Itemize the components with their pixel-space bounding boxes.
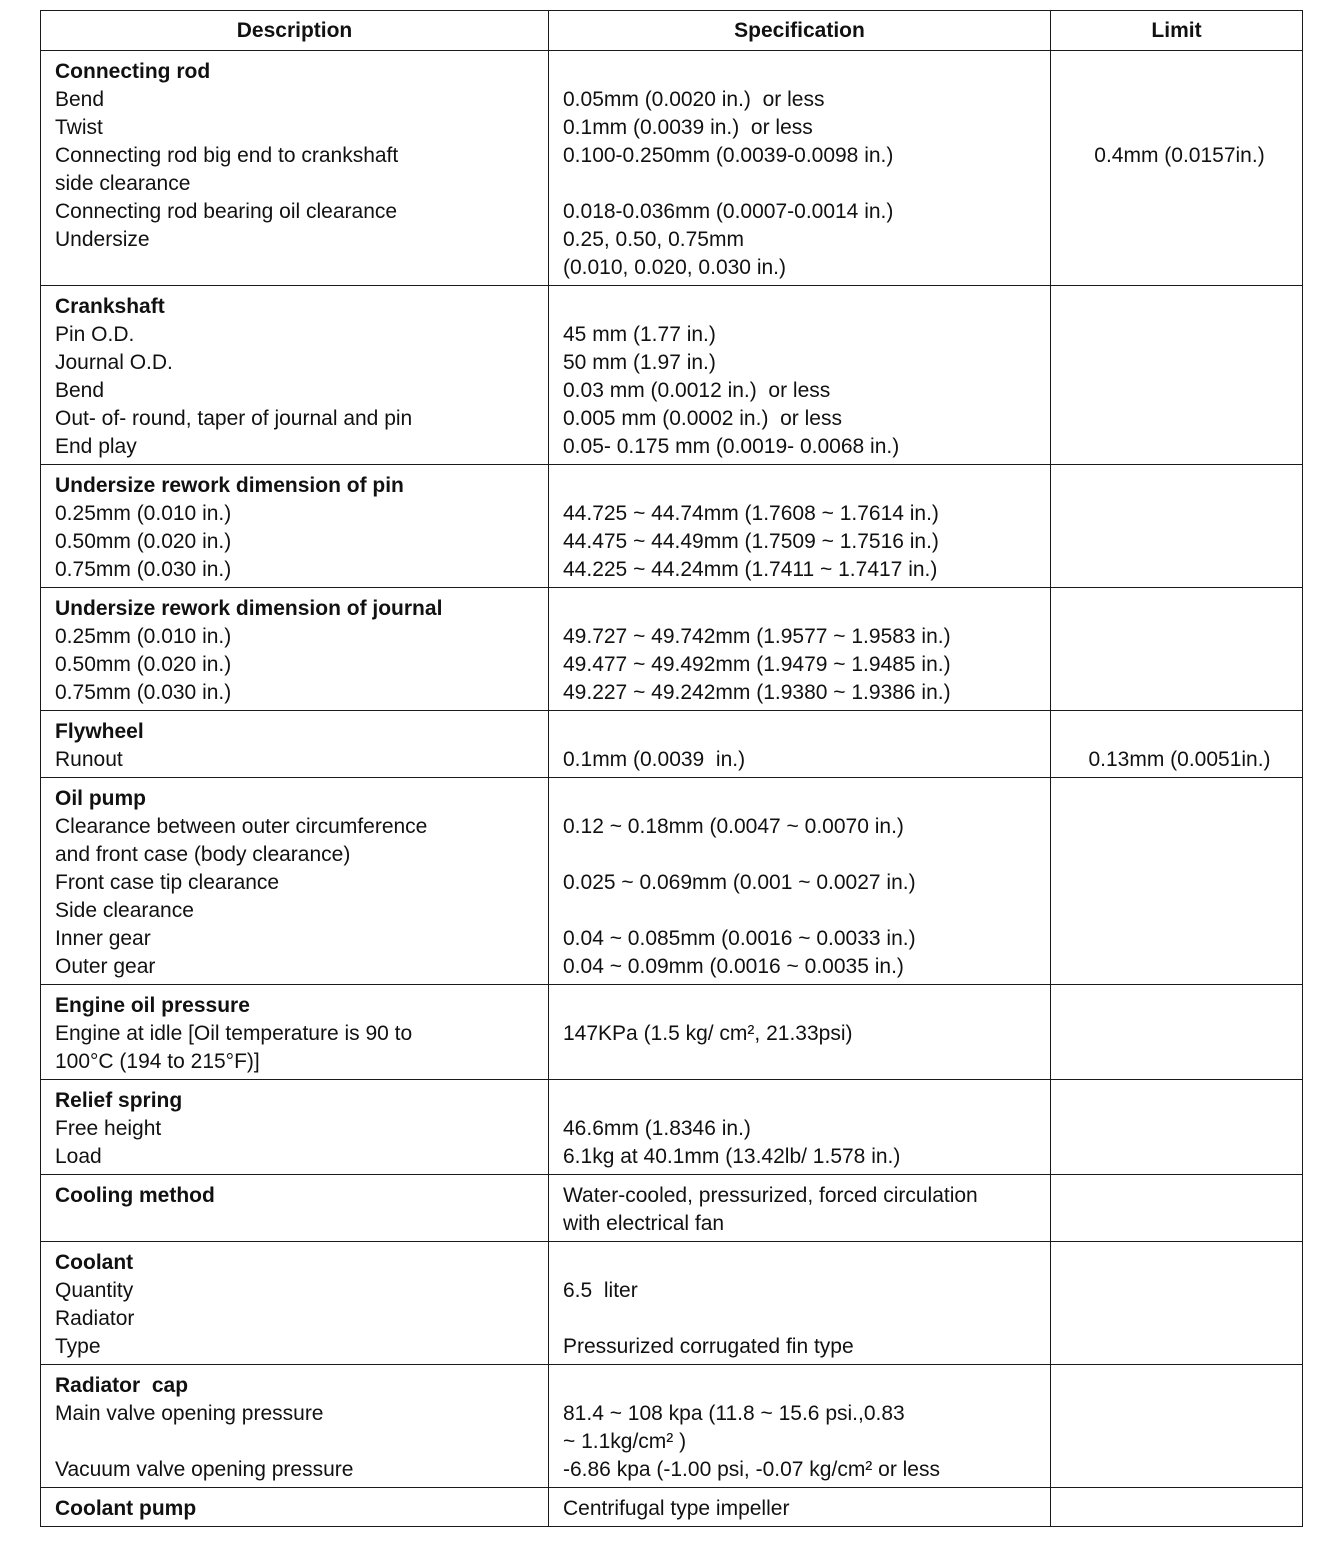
desc-line xyxy=(55,1210,540,1238)
limit-cell xyxy=(1051,1175,1303,1242)
desc-line xyxy=(55,254,540,282)
spec-line: Pressurized corrugated fin type xyxy=(563,1335,854,1358)
spec-line: 0.005 mm (0.0002 in.) or less xyxy=(563,407,842,430)
desc-line: Front case tip clearance xyxy=(55,871,280,894)
spec-line xyxy=(563,1048,1042,1076)
desc-line: Bend xyxy=(55,88,105,111)
spec-table xyxy=(40,10,1303,1527)
header-specification: Specification xyxy=(549,11,1051,51)
spec-line: 0.04 ~ 0.085mm (0.0016 ~ 0.0033 in.) xyxy=(563,927,916,950)
specification-cell xyxy=(549,1242,1051,1365)
spec-line: -6.86 kpa (-1.00 psi, -0.07 kg/cm² or less xyxy=(563,1458,940,1481)
spec-line xyxy=(563,1372,1042,1400)
desc-line: Outer gear xyxy=(55,955,156,978)
limit-cell xyxy=(1051,778,1303,985)
desc-line: 100°C (194 to 215°F)] xyxy=(55,1050,260,1073)
section-heading: Connecting rod xyxy=(55,60,211,83)
desc-line: Free height xyxy=(55,1117,162,1140)
desc-line: Engine at idle [Oil temperature is 90 to xyxy=(55,1022,413,1045)
section-heading: Radiator cap xyxy=(55,1374,189,1397)
limit-cell xyxy=(1051,711,1303,778)
limit-line xyxy=(1065,198,1294,226)
spec-line: 0.25, 0.50, 0.75mm xyxy=(563,228,744,251)
spec-line: 0.1mm (0.0039 in.) or less xyxy=(563,116,813,139)
description-cell xyxy=(41,51,549,286)
limit-cell xyxy=(1051,51,1303,286)
desc-line: Runout xyxy=(55,748,123,771)
spec-section-row xyxy=(41,51,1303,286)
spec-line: 50 mm (1.97 in.) xyxy=(563,351,716,374)
section-heading: Engine oil pressure xyxy=(55,994,250,1017)
desc-line: Clearance between outer circumference xyxy=(55,815,428,838)
spec-line: 0.05mm (0.0020 in.) or less xyxy=(563,88,825,111)
desc-line: Type xyxy=(55,1335,101,1358)
spec-line xyxy=(563,58,1042,86)
spec-line: (0.010, 0.020, 0.030 in.) xyxy=(563,256,786,279)
limit-cell xyxy=(1051,588,1303,711)
desc-line: Connecting rod big end to crankshaft xyxy=(55,144,399,167)
specification-cell xyxy=(549,51,1051,286)
spec-line: ~ 1.1kg/cm² ) xyxy=(563,1430,687,1453)
desc-line: Connecting rod bearing oil clearance xyxy=(55,200,398,223)
spec-line: 147KPa (1.5 kg/ cm², 21.33psi) xyxy=(563,1022,853,1045)
spec-section-row xyxy=(41,286,1303,465)
spec-section-row xyxy=(41,588,1303,711)
description-cell xyxy=(41,1175,549,1242)
desc-line: Journal O.D. xyxy=(55,351,173,374)
spec-line xyxy=(563,472,1042,500)
spec-line: 0.025 ~ 0.069mm (0.001 ~ 0.0027 in.) xyxy=(563,871,916,894)
limit-line xyxy=(1065,170,1294,198)
desc-line: Side clearance xyxy=(55,899,194,922)
spec-section-row xyxy=(41,1080,1303,1175)
spec-line: Water-cooled, pressurized, forced circulation xyxy=(563,1184,978,1207)
limit-cell xyxy=(1051,1080,1303,1175)
spec-line: 6.1kg at 40.1mm (13.42lb/ 1.578 in.) xyxy=(563,1145,901,1168)
spec-line: Centrifugal type impeller xyxy=(563,1497,790,1520)
spec-section-row xyxy=(41,1488,1303,1527)
limit-line xyxy=(1065,114,1294,142)
spec-line: 6.5 liter xyxy=(563,1279,638,1302)
limit-line: 0.13mm (0.0051in.) xyxy=(1088,748,1271,771)
spec-line: 0.1mm (0.0039 in.) xyxy=(563,748,746,771)
desc-line: Out- of- round, taper of journal and pin xyxy=(55,407,413,430)
specification-cell xyxy=(549,1488,1051,1527)
spec-line xyxy=(563,293,1042,321)
section-heading: Oil pump xyxy=(55,787,146,810)
spec-section-row xyxy=(41,1175,1303,1242)
spec-line xyxy=(563,841,1042,869)
limit-cell xyxy=(1051,286,1303,465)
desc-line: Radiator xyxy=(55,1307,135,1330)
spec-line: 0.100-0.250mm (0.0039-0.0098 in.) xyxy=(563,144,894,167)
specification-cell xyxy=(549,985,1051,1080)
specification-cell xyxy=(549,1080,1051,1175)
specification-cell xyxy=(549,465,1051,588)
spec-line xyxy=(563,718,1042,746)
limit-line: 0.4mm (0.0157in.) xyxy=(1094,144,1265,167)
spec-line: 44.475 ~ 44.49mm (1.7509 ~ 1.7516 in.) xyxy=(563,530,939,553)
spec-section-row xyxy=(41,1365,1303,1488)
spec-section-row xyxy=(41,1242,1303,1365)
desc-line: Bend xyxy=(55,379,105,402)
desc-line: 0.50mm (0.020 in.) xyxy=(55,530,232,553)
desc-line: Quantity xyxy=(55,1279,134,1302)
description-cell xyxy=(41,711,549,778)
limit-cell xyxy=(1051,1488,1303,1527)
spec-line: 44.225 ~ 44.24mm (1.7411 ~ 1.7417 in.) xyxy=(563,558,938,581)
specification-cell xyxy=(549,711,1051,778)
desc-line: 0.25mm (0.010 in.) xyxy=(55,502,232,525)
spec-line xyxy=(563,785,1042,813)
desc-line: 0.75mm (0.030 in.) xyxy=(55,558,232,581)
spec-section-row xyxy=(41,985,1303,1080)
spec-line: 49.727 ~ 49.742mm (1.9577 ~ 1.9583 in.) xyxy=(563,625,951,648)
spec-line: 0.04 ~ 0.09mm (0.0016 ~ 0.0035 in.) xyxy=(563,955,904,978)
specification-cell xyxy=(549,778,1051,985)
limit-cell xyxy=(1051,1242,1303,1365)
desc-line: side clearance xyxy=(55,172,191,195)
description-cell xyxy=(41,286,549,465)
specification-cell xyxy=(549,286,1051,465)
spec-line xyxy=(563,595,1042,623)
desc-line: 0.75mm (0.030 in.) xyxy=(55,681,232,704)
spec-line xyxy=(563,1249,1042,1277)
spec-line: 45 mm (1.77 in.) xyxy=(563,323,716,346)
header-limit: Limit xyxy=(1051,11,1303,51)
section-heading: Flywheel xyxy=(55,720,144,743)
spec-line: 49.477 ~ 49.492mm (1.9479 ~ 1.9485 in.) xyxy=(563,653,951,676)
description-cell xyxy=(41,588,549,711)
section-heading: Relief spring xyxy=(55,1089,183,1112)
desc-line: Twist xyxy=(55,116,103,139)
section-heading: Coolant xyxy=(55,1251,134,1274)
limit-cell xyxy=(1051,465,1303,588)
section-heading: Undersize rework dimension of journal xyxy=(55,597,443,620)
desc-line: Inner gear xyxy=(55,927,151,950)
description-cell xyxy=(41,985,549,1080)
spec-line: 46.6mm (1.8346 in.) xyxy=(563,1117,751,1140)
section-heading: Coolant pump xyxy=(55,1497,197,1520)
spec-line xyxy=(563,170,1042,198)
limit-line xyxy=(1065,86,1294,114)
desc-line: 0.25mm (0.010 in.) xyxy=(55,625,232,648)
description-cell xyxy=(41,778,549,985)
limit-line xyxy=(1065,58,1294,86)
spec-line xyxy=(563,1087,1042,1115)
specification-cell xyxy=(549,1175,1051,1242)
desc-line: Main valve opening pressure xyxy=(55,1402,324,1425)
limit-cell xyxy=(1051,985,1303,1080)
section-heading: Cooling method xyxy=(55,1184,215,1207)
spec-line: 0.12 ~ 0.18mm (0.0047 ~ 0.0070 in.) xyxy=(563,815,904,838)
spec-section-row xyxy=(41,778,1303,985)
header-description: Description xyxy=(41,11,549,51)
description-cell xyxy=(41,1365,549,1488)
desc-line: 0.50mm (0.020 in.) xyxy=(55,653,232,676)
desc-line: Undersize xyxy=(55,228,150,251)
desc-line: Pin O.D. xyxy=(55,323,135,346)
spec-line xyxy=(563,1305,1042,1333)
specification-cell xyxy=(549,1365,1051,1488)
limit-line xyxy=(1065,718,1294,746)
spec-line: 44.725 ~ 44.74mm (1.7608 ~ 1.7614 in.) xyxy=(563,502,939,525)
section-heading: Crankshaft xyxy=(55,295,165,318)
specification-cell xyxy=(549,588,1051,711)
description-cell xyxy=(41,1488,549,1527)
spec-line: with electrical fan xyxy=(563,1212,725,1235)
spec-section-row xyxy=(41,465,1303,588)
desc-line xyxy=(55,1428,540,1456)
spec-body xyxy=(41,51,1303,1527)
spec-line: 0.03 mm (0.0012 in.) or less xyxy=(563,379,831,402)
section-heading: Undersize rework dimension of pin xyxy=(55,474,404,497)
limit-cell xyxy=(1051,1365,1303,1488)
desc-line: and front case (body clearance) xyxy=(55,843,351,866)
spec-line: 0.018-0.036mm (0.0007-0.0014 in.) xyxy=(563,200,894,223)
spec-line xyxy=(563,897,1042,925)
desc-line: Load xyxy=(55,1145,102,1168)
spec-line xyxy=(563,992,1042,1020)
spec-section-row xyxy=(41,711,1303,778)
desc-line: Vacuum valve opening pressure xyxy=(55,1458,354,1481)
spec-line: 49.227 ~ 49.242mm (1.9380 ~ 1.9386 in.) xyxy=(563,681,951,704)
description-cell xyxy=(41,1242,549,1365)
limit-line xyxy=(1065,226,1294,254)
spec-line: 0.05- 0.175 mm (0.0019- 0.0068 in.) xyxy=(563,435,900,458)
desc-line: End play xyxy=(55,435,137,458)
header-row xyxy=(41,11,1303,51)
limit-line xyxy=(1065,254,1294,282)
description-cell xyxy=(41,465,549,588)
spec-line: 81.4 ~ 108 kpa (11.8 ~ 15.6 psi.,0.83 xyxy=(563,1402,905,1425)
description-cell xyxy=(41,1080,549,1175)
